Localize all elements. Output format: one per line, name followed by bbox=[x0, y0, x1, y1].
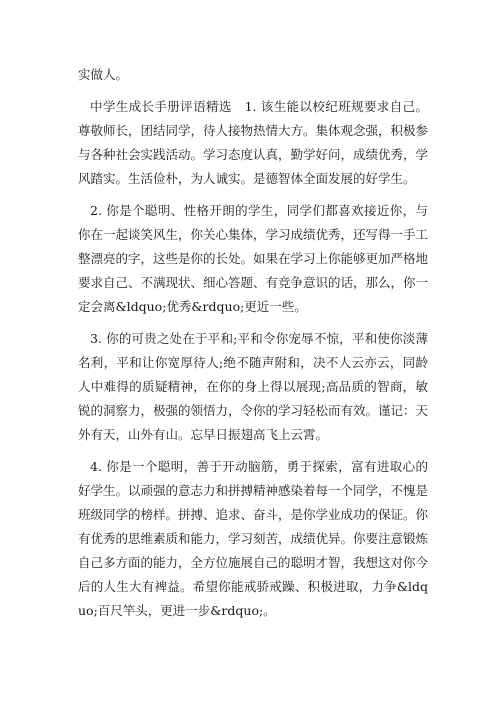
paragraph-comment-4: 4. 你是一个聪明，善于开动脑筋，勇于探索，富有进取心的好学生。以顽强的意志力和拼搏精神感染着每一个同学，不愧是班级同学的榜样。拼搏、追求、奋斗，是你学业成功的保证。你有优秀的思维素质和能力，学习刻苦，成绩优异。你要注意锻炼自己多方面的能力，全方位施展自己的聪明才智，我想这对你今后的人生大有裨益。希望你能戒骄戒躁、积极进取，力争&ldquo;百尺竿头，更进一步&rdquo;。 bbox=[78, 459, 429, 618]
paragraph-comment-3: 3. 你的可贵之处在于平和;平和令你宠辱不惊，平和使你淡薄名利，平和让你宽厚待人;绝不随声附和，决不人云亦云，同龄人中难得的质疑精神，在你的身上得以展现;高品质的智商，敏锐的洞察力，极强的领悟力，令你的学习轻松而有效。谨记：天外有天，山外有山。忘早日振翅高飞上云霄。 bbox=[78, 331, 429, 442]
paragraph-intro-comment-1: 中学生成长手册评语精选 1. 该生能以校纪班规要求自己。尊敬师长，团结同学，待人接物热情大方。集体观念强，积极参与各种社会实践活动。学习态度认真，勤学好问，成绩优秀，学风踏实。生活俭朴，为人诚实。是德智体全面发展的好学生。 bbox=[78, 99, 429, 186]
paragraph-comment-2: 2. 你是个聪明、性格开朗的学生，同学们都喜欢接近你，与你在一起谈笑风生，你关心集体，学习成绩优秀，还写得一手工整漂亮的字，这些是你的长处。如果在学习上你能够更加严格地要求自己、不满现状、细心答题、有竞争意识的话，那么，你一定会离&ldquo;优秀&rdquo;更近一些。 bbox=[78, 203, 429, 314]
document-body bbox=[78, 63, 428, 631]
paragraph-continuation: 实做人。 bbox=[78, 67, 129, 82]
